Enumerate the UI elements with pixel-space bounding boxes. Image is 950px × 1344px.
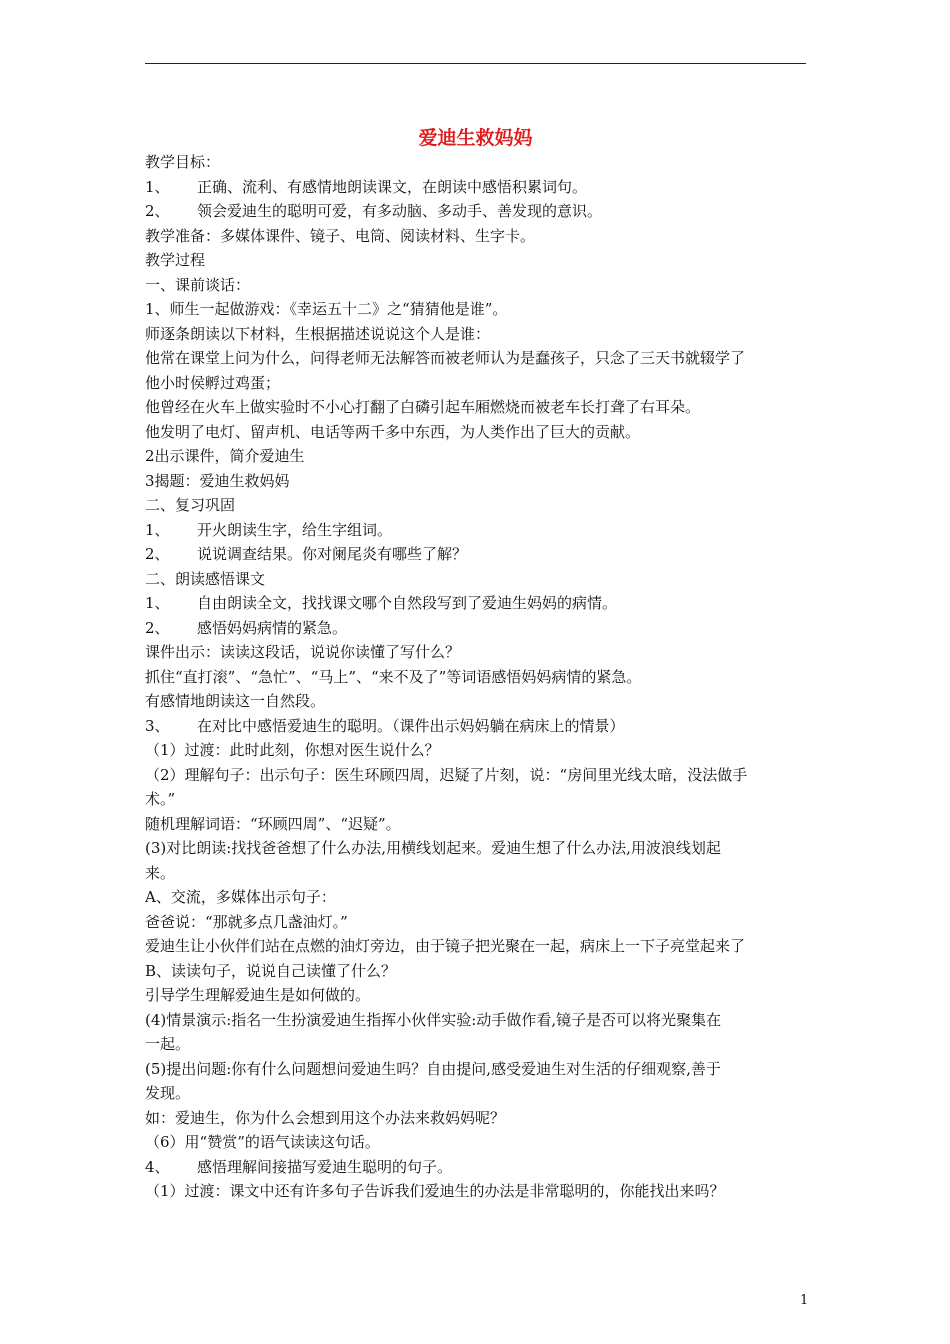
text-line [145,1081,806,1106]
line-text: （1）过渡：课文中还有许多句子告诉我们爱迪生的办法是非常聪明的，你能找出来吗？ [145,1182,725,1200]
line-text: 感悟理解间接描写爱迪生聪明的句子。 [197,1157,453,1176]
list-number: 4、 [145,1157,170,1176]
list-number: 1、 [145,177,170,196]
header-rule [145,63,806,64]
line-text: 教学过程 [145,251,206,269]
text-line [145,591,806,616]
text-line [145,689,806,714]
line-text: 师逐条朗读以下材料，生根据描述说说这个人是谁： [145,324,491,343]
text-line [145,518,806,543]
text-line [145,763,806,788]
text-line [145,885,806,910]
text-line [145,1008,806,1033]
line-text: 说说调查结果。你对阑尾炎有哪些了解？ [197,545,468,563]
line-text: (5)提出问题:你有什么问题想问爱迪生吗？自由提问,感受爱迪生对生活的仔细观察,善于 [145,1059,721,1078]
line-text: 爱迪生让小伙伴们站在点燃的油灯旁边，由于镜子把光聚在一起，病床上一下子亮堂起来了 [145,937,746,955]
list-number: 2、 [145,545,170,563]
text-line [145,1130,806,1155]
text-line [145,248,806,273]
line-text: 随机理解词语：“环顾四周”、“迟疑”。 [145,814,401,833]
line-text: 3揭题：爱迪生救妈妈 [145,471,290,490]
text-line [145,297,806,322]
text-line [145,150,806,175]
line-text: （1）过渡：此时此刻，你想对医生说什么？ [145,741,440,759]
text-line [145,542,806,567]
text-line [145,273,806,298]
line-text: 他曾经在火车上做实验时不小心打翻了白磷引起车厢燃烧而被老车长打聋了右耳朵。 [145,398,701,416]
text-line [145,567,806,592]
line-text: (4)情景演示:指名一生扮演爱迪生指挥小伙伴实验:动手做作看,镜子是否可以将光聚集在 [145,1010,722,1029]
text-line [145,322,806,347]
list-number: 1、 [145,520,170,539]
line-text: A、交流，多媒体出示句子： [145,888,336,906]
line-text: 他常在课堂上问为什么，问得老师无法解答而被老师认为是蠢孩子，只念了三天书就辍学了 [145,349,746,367]
line-text: 来。 [145,863,176,882]
line-text: 抓住“直打滚”、“急忙”、“马上”、“来不及了”等词语感悟妈妈病情的紧急。 [145,667,642,686]
document-body [145,150,806,1204]
line-text: 正确、流利、有感情地朗读课文，在朗读中感悟积累词句。 [197,177,588,196]
line-text: 教学准备：多媒体课件、镜子、电筒、阅读材料、生字卡。 [145,226,536,245]
line-text: 他发明了电灯、留声机、电话等两千多中东西，为人类作出了巨大的贡献。 [145,422,641,441]
text-line [145,1057,806,1082]
text-line [145,616,806,641]
list-number: 3、 [145,716,170,735]
text-line [145,910,806,935]
line-text: 有感情地朗读这一自然段。 [145,692,326,710]
text-line [145,175,806,200]
line-text: 领会爱迪生的聪明可爱，有多动脑、多动手、善发现的意识。 [197,202,603,220]
text-line [145,224,806,249]
line-text: （2）理解句子：出示句子：医生环顾四周，迟疑了片刻，说：“房间里光线太暗，没法做手 [145,765,748,784]
line-text: 如：爱迪生，你为什么会想到用这个办法来救妈妈呢？ [145,1108,506,1127]
text-line [145,665,806,690]
line-text: 爸爸说：“那就多点几盏油灯。” [145,912,348,931]
text-line [145,959,806,984]
text-line [145,1179,806,1204]
text-line [145,1106,806,1131]
line-text: 1、师生一起做游戏：《幸运五十二》之“猜猜他是谁”。 [145,300,508,318]
line-text: B、读读句子，说说自己读懂了什么？ [145,961,397,980]
line-text: （6）用“赞赏”的语气读读这句话。 [145,1133,380,1151]
text-line [145,836,806,861]
text-line [145,199,806,224]
text-line [145,934,806,959]
text-line [145,469,806,494]
text-line [145,346,806,371]
line-text: 发现。 [145,1084,191,1102]
line-text: 一、课前谈话： [145,275,251,294]
text-line [145,983,806,1008]
line-text: 自由朗读全文，找找课文哪个自然段写到了爱迪生妈妈的病情。 [197,594,618,612]
line-text: 在对比中感悟爱迪生的聪明。（课件出示妈妈躺在病床上的情景） [197,716,625,735]
line-text: 开火朗读生字，给生字组词。 [197,520,393,539]
text-line [145,420,806,445]
text-line [145,714,806,739]
line-text: 二、朗读感悟课文 [145,569,266,588]
line-text: 一起。 [145,1035,191,1053]
text-line [145,493,806,518]
line-text: 术。” [145,790,176,808]
text-line [145,371,806,396]
line-text: (3)对比朗读:找找爸爸想了什么办法,用横线划起来。爱迪生想了什么办法,用波浪线划起 [145,839,721,857]
document-title: 爱迪生救妈妈 [418,127,533,149]
page-number: 1 [800,1293,809,1308]
line-text: 课件出示：读读这段话，说说你读懂了写什么？ [145,643,461,661]
line-text: 2出示课件，简介爱迪生 [145,447,305,465]
text-line [145,812,806,837]
text-line [145,444,806,469]
text-line [145,640,806,665]
line-text: 引导学生理解爱迪生是如何做的。 [145,986,371,1004]
text-line [145,738,806,763]
list-number: 1、 [145,594,170,612]
text-line [145,861,806,886]
list-number: 2、 [145,618,170,637]
list-number: 2、 [145,202,170,220]
line-text: 二、复习巩固 [145,496,236,514]
text-line [145,787,806,812]
text-line [145,1032,806,1057]
text-line [145,1155,806,1180]
text-line [145,395,806,420]
line-text: 感悟妈妈病情的紧急。 [197,618,348,637]
line-text: 他小时侯孵过鸡蛋； [145,373,281,392]
line-text: 教学目标： [145,153,221,171]
